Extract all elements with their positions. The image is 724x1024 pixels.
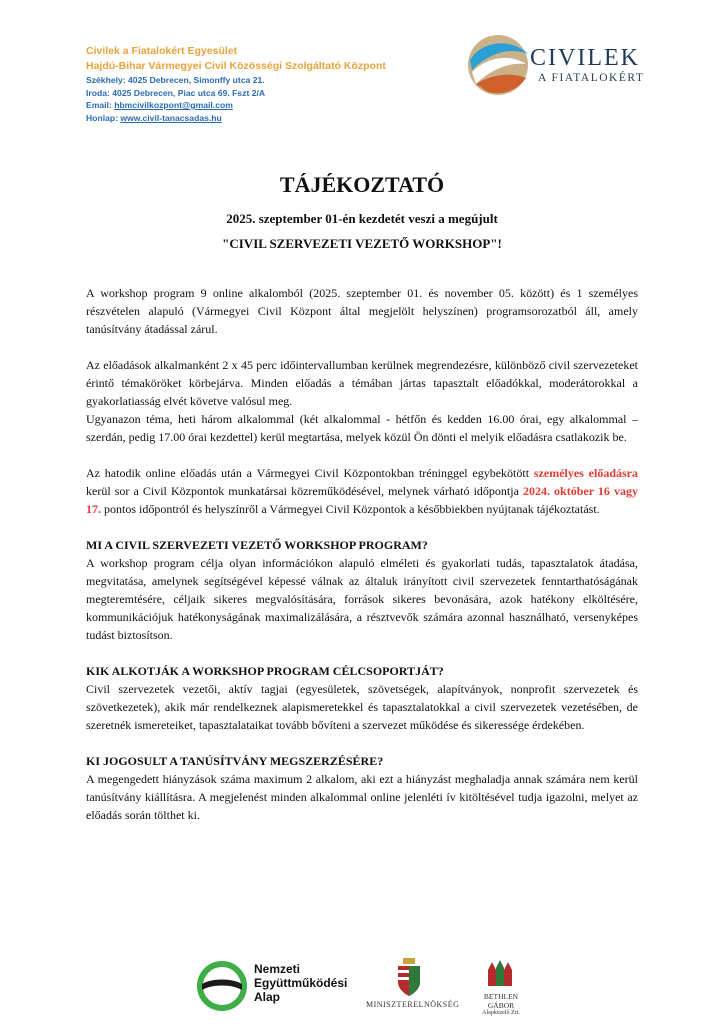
- in-person-text-b: kerül sor a Civil Központok munkatársai közreműködésével, melynek várható időpontja: [86, 484, 523, 498]
- seat-address: Székhely: 4025 Debrecen, Simonffy utca 21.: [86, 75, 265, 85]
- org-subtitle: Hajdú-Bihar Vármegyei Civil Közösségi Szolgáltató Központ: [86, 60, 386, 72]
- paragraph-target: Civil szervezetek vezetői, aktív tagjai (egyesületek, szövetségek, alapítványok, nonprofit szervezetek és szövetkezetek), akik már rendelkeznek alapismeretekkel és tapasztalatokkal a civil szervezetek vezetésében, de szeretnék ismereteiket, tapasztalataikat tovább bővíteni a szervezet működése és sikeressége érdekében.: [86, 682, 638, 732]
- in-person-date: 2024. október 16 vagy 17.: [86, 484, 638, 516]
- org-name: Civilek a Fiatalokért Egyesület: [86, 45, 238, 57]
- logo-tagline: A FIATALOKÉRT: [538, 72, 645, 84]
- web-line: [86, 112, 386, 125]
- subtitle-date: 2025. szeptember 01-én kezdetét veszi a megújult: [226, 211, 498, 226]
- bga-label: [478, 992, 524, 1016]
- heading-target: KIK ALKOTJÁK A WORKSHOP PROGRAM CÉLCSOPORTJÁT?: [86, 664, 444, 678]
- in-person-text-c: pontos időpontról és helyszínről a Vármegyei Civil Központok a későbbiekben nyújtanak tájékoztatást.: [101, 502, 600, 516]
- office-address: Iroda: 4025 Debrecen, Piac utca 69. Fszt 2/A: [86, 87, 266, 98]
- bga-line-1: BETHLEN GÁBOR: [483, 992, 519, 1010]
- ministry-label: MINISZTERELNÖKSÉG: [366, 1000, 460, 1009]
- paragraph-in-person: [86, 464, 638, 518]
- nea-logo-icon: [196, 960, 248, 1012]
- in-person-highlight: személyes előadásra: [533, 466, 638, 480]
- page-title: TÁJÉKOZTATÓ: [279, 172, 445, 197]
- document-body: [86, 284, 638, 824]
- subtitle-program: "CIVIL SZERVEZETI VEZETŐ WORKSHOP"!: [222, 236, 502, 251]
- paragraph-intro: A workshop program 9 online alkalomból (2025. szeptember 01. és november 05. között) és 1 személyes részvételen alapuló (Vármegyei Civil Központ által megjelölt helyszínen) programsorozatból áll, amely tanúsítvány átadással zárul.: [86, 286, 638, 336]
- heading-certificate: KI JOGOSULT A TANÚSÍTVÁNY MEGSZERZÉSÉRE?: [86, 754, 384, 768]
- email-label: Email:: [86, 100, 115, 110]
- email-line: [86, 99, 386, 112]
- paragraph-goal: A workshop program célja olyan információkon alapuló elméleti és gyakorlati tudás, tapasztalatok átadása, megvitatása, amelynek segítségével képessé válnak az általuk irányított civil szervezetek fenntarthatóságának megteremtésére, céljaik sikeres megvalósítására, források sikeres bevonására, azok hatékony elköltésére, kommunikációjuk hatékonyságának maximalizálására, a résztvevők számára azonnal használható, versenyképes tudást biztosítson.: [86, 556, 638, 642]
- footer-logos: [0, 950, 724, 1020]
- paragraph-schedule: Ugyanazon téma, heti három alkalommal (két alkalommal - hétfőn és kedden 16.00 órai, egy alkalommal – szerdán, pedig 17.00 órai kezdettel) kerül megtartása, melyek közül Ön dönti el melyik előadásra csatlakozik be.: [86, 412, 638, 444]
- nea-logo-text: [254, 962, 347, 1004]
- nea-line-1: Nemzeti: [254, 962, 301, 976]
- logo-name: CIVILEK: [530, 45, 640, 71]
- web-label: Honlap:: [86, 112, 121, 123]
- email-link[interactable]: hbmcivilkozpont@gmail.com: [114, 100, 233, 110]
- bethlen-gabor-logo-icon: [484, 958, 516, 988]
- nea-line-3: Alap: [254, 990, 281, 1004]
- in-person-text-a: Az hatodik online előadás után a Vármegyei Civil Központokban tréninggel egybekötött: [86, 466, 534, 480]
- website-link[interactable]: www.civil-tanacsadas.hu: [120, 112, 222, 123]
- letterhead: [86, 44, 386, 124]
- coat-of-arms-icon: [396, 958, 422, 998]
- nea-line-2: Együttműködési: [254, 976, 348, 990]
- heading-what: MI A CIVIL SZERVEZETI VEZETŐ WORKSHOP PROGRAM?: [86, 538, 428, 552]
- bga-line-2: Alapkezelő Zrt.: [482, 1010, 520, 1016]
- paragraph-certificate: A megengedett hiányzások száma maximum 2 alkalom, aki ezt a hiányzást meghaladja annak számára nem kerül tanúsítvány kiállításra. A megjelenést minden alkalommal online jelenléti ív kitöltésével tudja igazolni, melyet az előadás során tölthet ki.: [86, 772, 638, 822]
- paragraph-format: Az előadások alkalmanként 2 x 45 perc időintervallumban kerülnek megrendezésre, különböző civil szervezeteket érintő témaköröket körbejárva. Minden előadás a témában jártas tapasztalt előadókkal, moderátorokkal a gyakorlatiasság elvét követve valósul meg.: [86, 358, 638, 408]
